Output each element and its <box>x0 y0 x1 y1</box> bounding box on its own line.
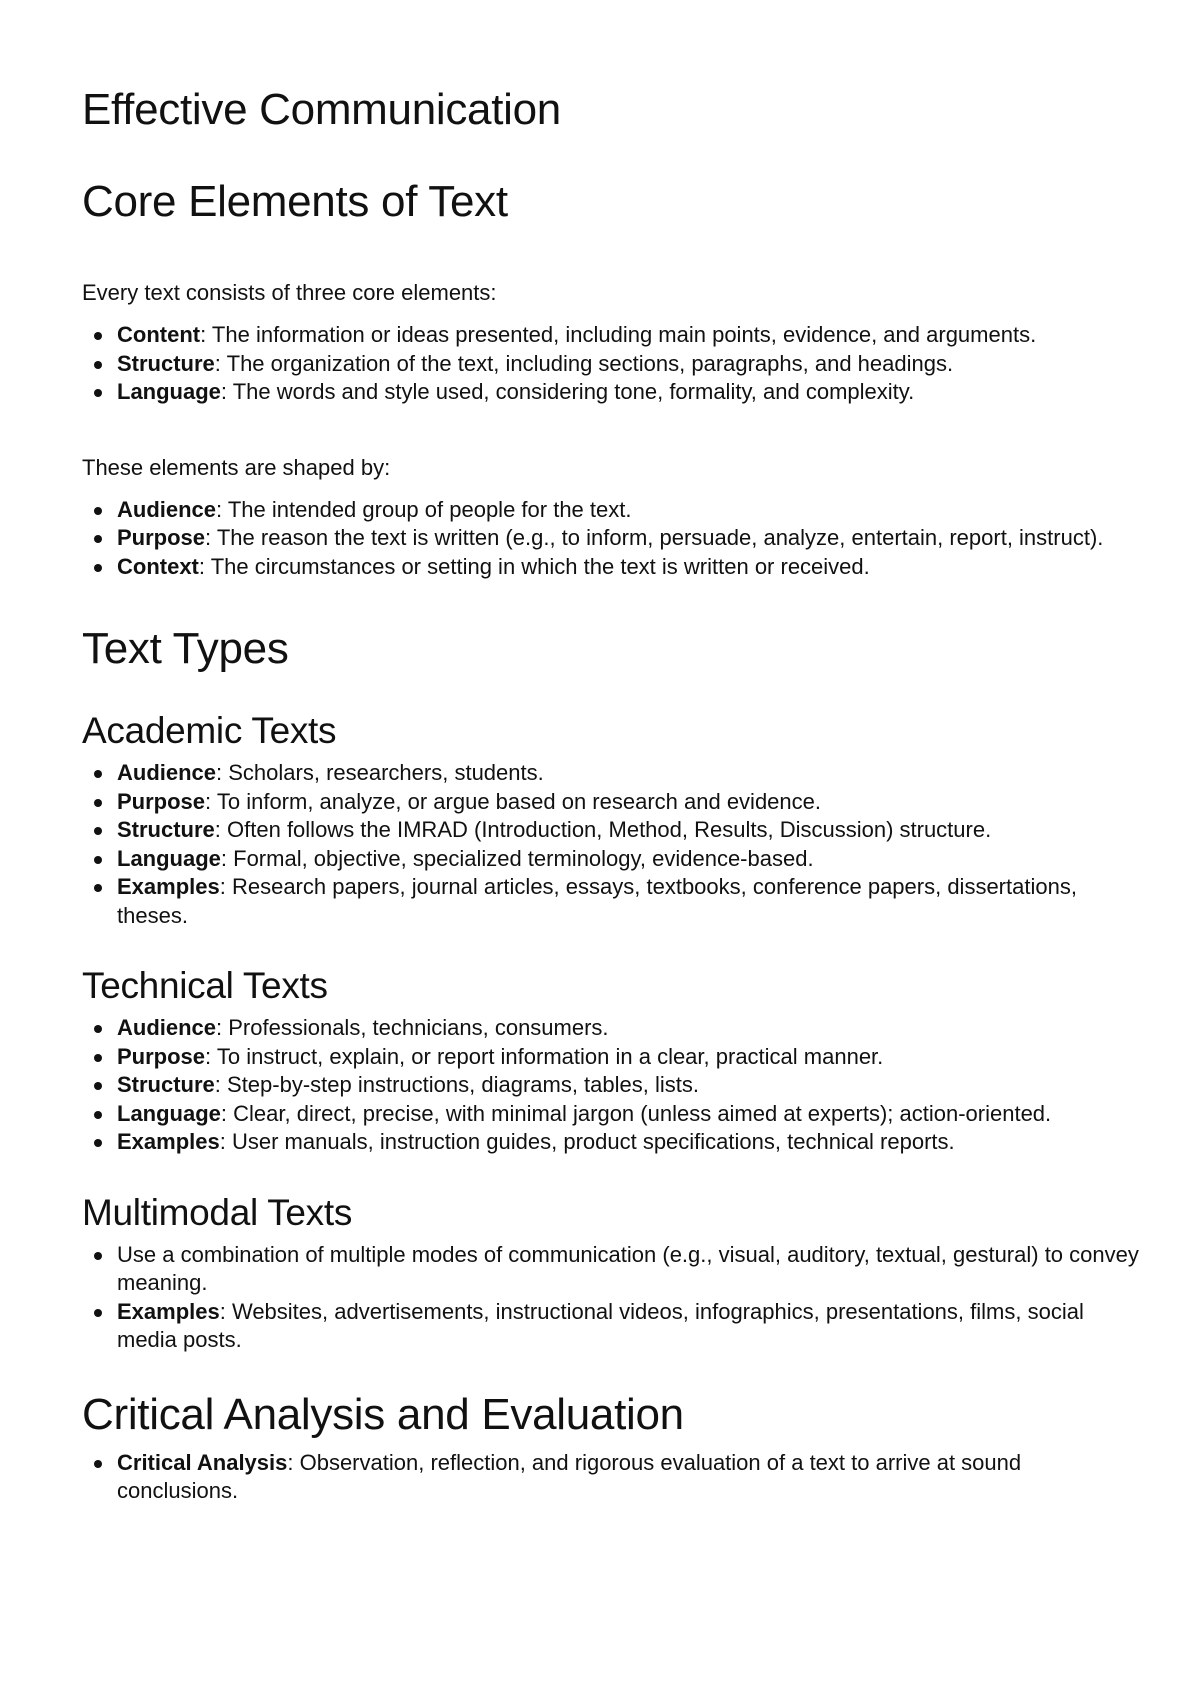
list-item <box>82 1071 1140 1100</box>
list-item-text: : User manuals, instruction guides, product specifications, technical reports. <box>219 1129 955 1154</box>
list-item-text: : Often follows the IMRAD (Introduction, Method, Results, Discussion) structure. <box>214 817 992 842</box>
list-item <box>82 1128 1140 1157</box>
list-item-term: Structure <box>117 817 215 842</box>
shaped-by-intro: These elements are shaped by: <box>82 454 391 480</box>
list-item-term: Purpose <box>117 525 206 550</box>
list-item-text: Use a combination of multiple modes of communication (e.g., visual, auditory, textual, gestural) to convey meaning. <box>117 1241 1139 1295</box>
text-types-heading: Text Types <box>82 624 289 673</box>
multimodal-texts-heading: Multimodal Texts <box>82 1191 353 1233</box>
shaped-by-list <box>82 496 1140 582</box>
list-item-text: : Research papers, journal articles, essays, textbooks, conference papers, dissertations, theses. <box>117 874 1077 928</box>
list-item-term: Audience <box>117 760 217 785</box>
technical-texts-list <box>82 1014 1140 1157</box>
list-item <box>82 1100 1140 1129</box>
list-item <box>82 553 1140 582</box>
technical-texts-heading: Technical Texts <box>82 965 328 1006</box>
list-item-term: Structure <box>117 1072 215 1097</box>
list-item-text: : Websites, advertisements, instructional videos, infographics, presentations, films, social media posts. <box>117 1298 1084 1352</box>
list-item <box>82 378 1140 407</box>
list-item-text: : The circumstances or setting in which the text is written or received. <box>198 553 870 579</box>
core-elements-section <box>82 176 1140 581</box>
list-item <box>82 1298 1140 1355</box>
list-item-term: Critical Analysis <box>117 1449 288 1475</box>
core-elements-list <box>82 321 1140 407</box>
critical-analysis-list <box>82 1449 1140 1506</box>
list-item <box>82 759 1140 788</box>
list-item <box>82 1449 1140 1506</box>
list-item <box>82 321 1140 350</box>
list-item-text: : To inform, analyze, or argue based on research and evidence. <box>205 788 821 814</box>
list-item-term: Language <box>117 379 221 404</box>
list-item-text: : Scholars, researchers, students. <box>216 760 544 785</box>
list-item <box>82 845 1140 874</box>
list-item-term: Structure <box>117 350 215 376</box>
critical-analysis-section <box>82 1389 1140 1506</box>
list-item <box>82 873 1140 930</box>
list-item-term: Language <box>117 1100 221 1126</box>
list-item-term: Purpose <box>117 788 206 814</box>
core-elements-heading: Core Elements of Text <box>82 177 508 226</box>
list-item-term: Examples <box>117 874 220 899</box>
list-item <box>82 816 1140 845</box>
list-item <box>82 788 1140 817</box>
list-item-term: Examples <box>117 1298 220 1324</box>
list-item-term: Content <box>117 322 201 347</box>
text-types-section <box>82 623 1140 1355</box>
list-item <box>82 524 1140 553</box>
list-item-text: : The reason the text is written (e.g., to inform, persuade, analyze, entertain, report, instruct). <box>205 525 1104 550</box>
list-item-text: : Professionals, technicians, consumers. <box>216 1015 609 1040</box>
list-item-text: : The intended group of people for the text. <box>216 496 632 522</box>
list-item-term: Audience <box>117 1015 217 1040</box>
list-item-text: : The words and style used, considering tone, formality, and complexity. <box>220 379 915 404</box>
list-item <box>82 350 1140 379</box>
academic-texts-heading: Academic Texts <box>82 710 337 751</box>
list-item-text: : Formal, objective, specialized terminology, evidence-based. <box>220 845 814 871</box>
list-item <box>82 1241 1140 1298</box>
list-item-term: Examples <box>117 1129 220 1154</box>
list-item-term: Audience <box>117 496 217 522</box>
core-elements-intro: Every text consists of three core elements: <box>82 280 497 305</box>
list-item-term: Purpose <box>117 1043 206 1069</box>
list-item-text: : To instruct, explain, or report information in a clear, practical manner. <box>205 1043 884 1069</box>
list-item-text: : The organization of the text, including sections, paragraphs, and headings. <box>214 350 954 376</box>
academic-texts-list <box>82 759 1140 930</box>
document-title: Effective Communication <box>82 85 561 134</box>
list-item-text: : Step-by-step instructions, diagrams, tables, lists. <box>214 1072 699 1097</box>
list-item-text: : The information or ideas presented, including main points, evidence, and arguments. <box>200 322 1037 347</box>
list-item-text: : Observation, reflection, and rigorous evaluation of a text to arrive at sound conclusions. <box>117 1449 1022 1503</box>
list-item-term: Language <box>117 845 221 871</box>
list-item-text: : Clear, direct, precise, with minimal jargon (unless aimed at experts); action-oriented. <box>220 1100 1052 1126</box>
list-item <box>82 496 1140 525</box>
multimodal-texts-list <box>82 1241 1140 1355</box>
list-item-term: Context <box>117 553 199 579</box>
list-item <box>82 1043 1140 1072</box>
critical-analysis-heading: Critical Analysis and Evaluation <box>82 1389 684 1439</box>
list-item <box>82 1014 1140 1043</box>
